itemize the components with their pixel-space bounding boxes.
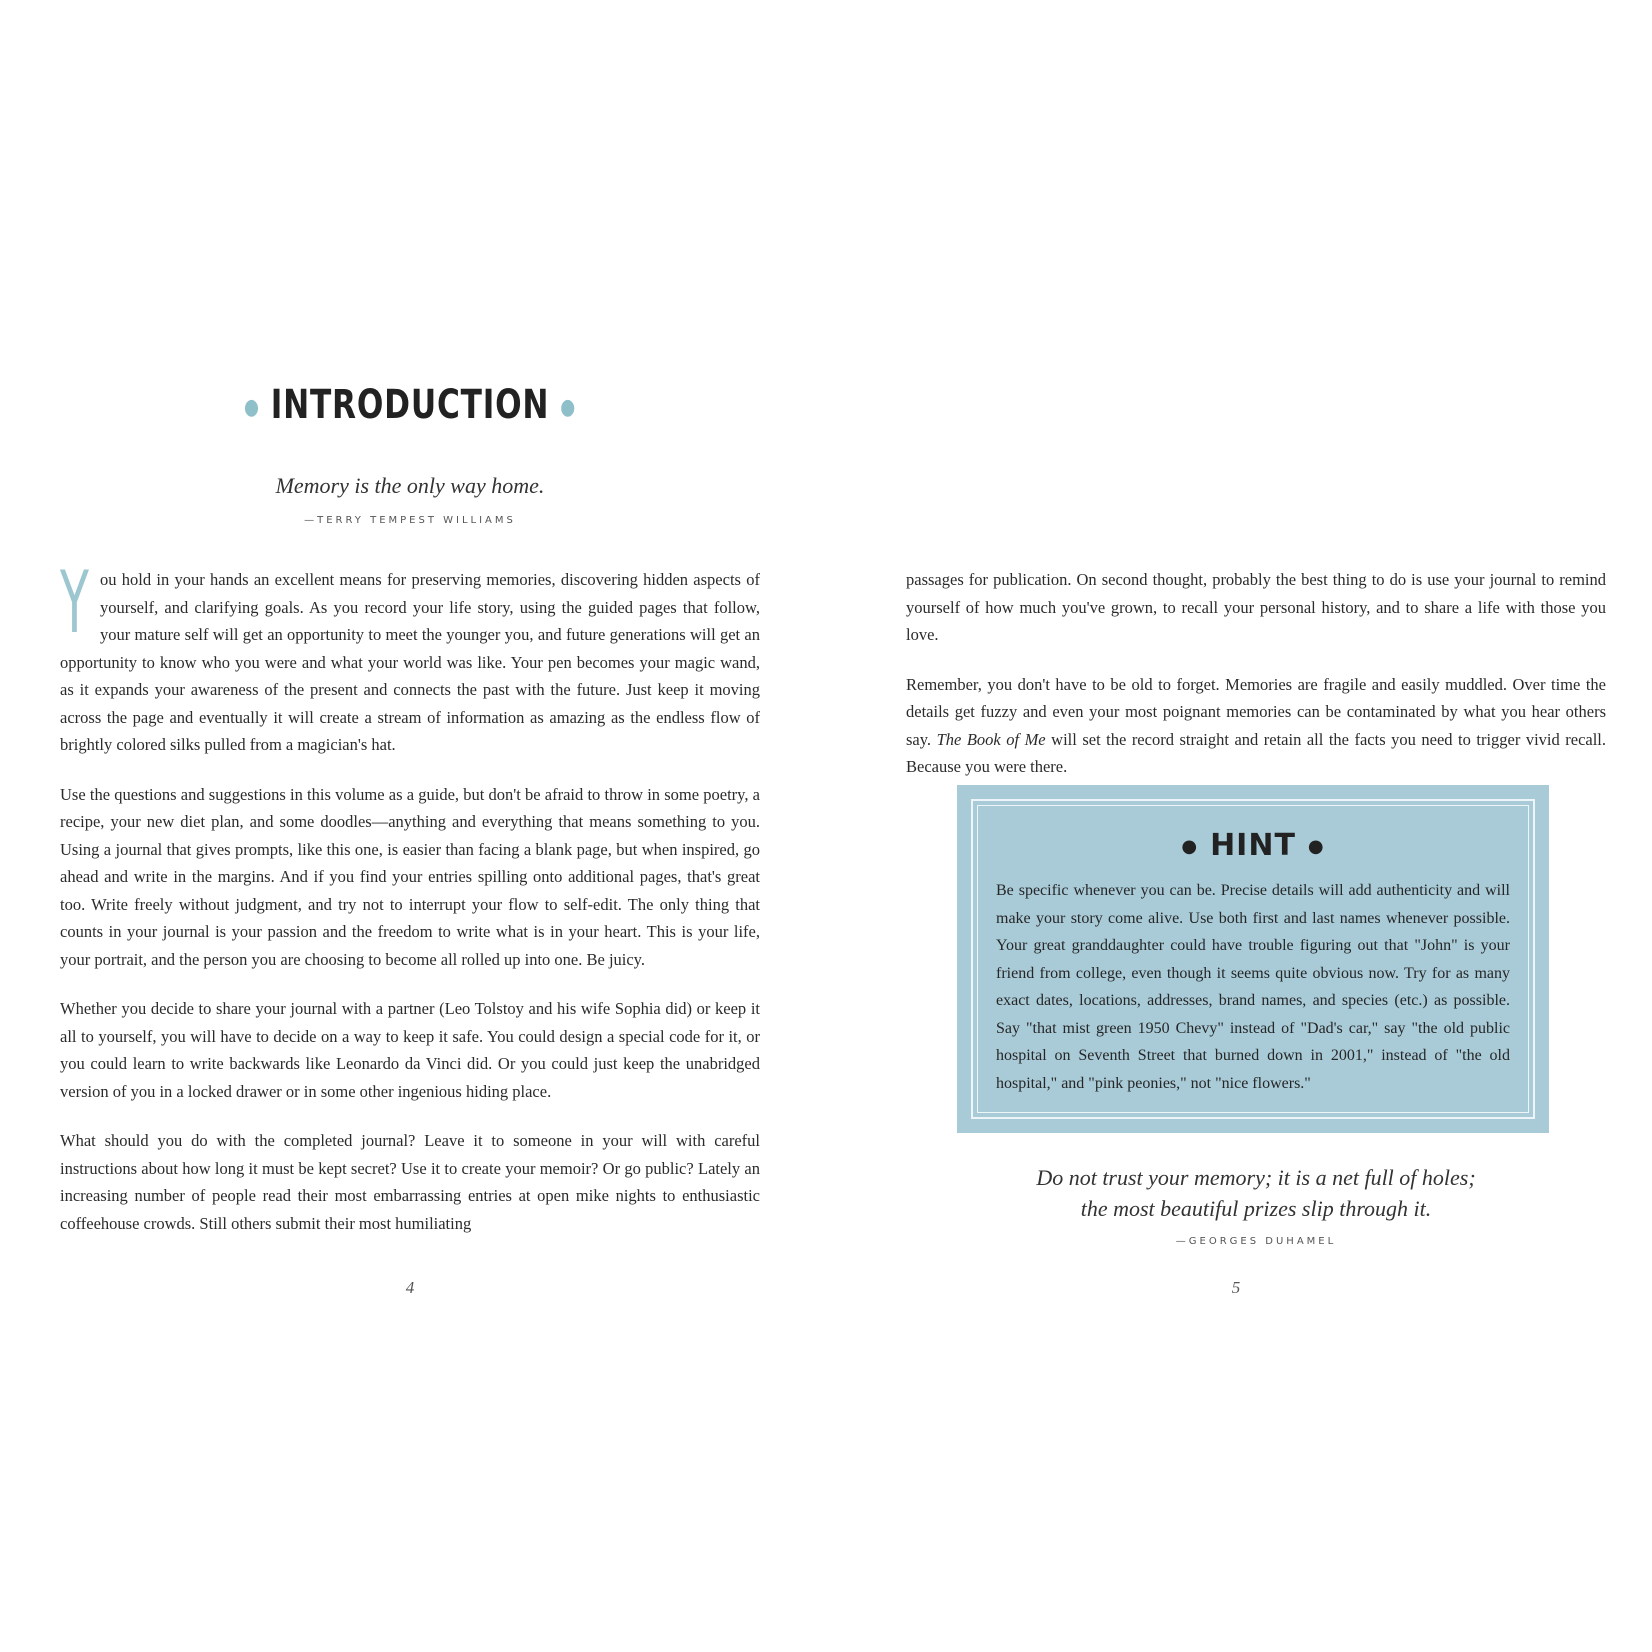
drop-cap: Y (60, 553, 89, 653)
epigraph-quote: Memory is the only way home. (275, 473, 545, 498)
paragraph: What should you do with the completed journal? Leave it to someone in your will with careful instructions about how long it must be kept secret? Use it to create your memoir? Or go public? Lately an increasing number of people read their most embarrassing entries at open mike nights to enthusiastic coffeehouse crowds. Still others submit their most humiliating (60, 1131, 760, 1233)
chapter-heading (137, 382, 683, 428)
book-title: The Book of Me (936, 729, 1046, 749)
paragraph: Use the questions and suggestions in this volume as a guide, but don't be afraid to throw in some poetry, a recipe, your new diet plan, and some doodles—anything and everything that means something to you. Using a journal that gives prompts, like this one, is easier than facing a blank page, but when inspired, go ahead and write in the margins. And if you find your entries spilling onto additional pages, that's great too. Write freely without judgment, and try not to interrupt your flow to self-edit. The only thing that counts in your journal is your passion and the freedom to write what is in your heart. This is your life, your portrait, and the person you are choosing to become all rolled up into one. Be juicy. (60, 784, 760, 969)
bullet-dot-icon: ● (1307, 836, 1325, 857)
epigraph-line: Do not trust your memory; it is a net full of holes; (1036, 1165, 1476, 1190)
paragraph: Remember, you don't have to be old to forget. Memories are fragile and easily muddled. Over time the details get fuzzy and even your most poignant memories can be contaminated by what you hear others say. The Book of Me will set the record straight and retain all the facts you need to trigger vivid recall. Because you were there. (906, 674, 1607, 776)
intro-body (60, 553, 760, 1259)
paragraph: Whether you decide to share your journal with a partner (Leo Tolstoy and his wife Sophia did) or keep it all to yourself, you will have to decide on a way to keep it safe. You could design a special code for it, or you could learn to write backwards like Leonardo da Vinci did. Or you could just keep the unabridged version of you in a locked drawer or in some other ingenious hiding place. (60, 999, 760, 1101)
epigraph-line: the most beautiful prizes slip through it. (1080, 1196, 1432, 1221)
hint-heading (996, 828, 1510, 863)
page-number: 4 (405, 1278, 415, 1297)
epigraph-attribution: —GEORGES DUHAMEL (1175, 1236, 1337, 1247)
hint-title: HINT (1210, 828, 1296, 863)
epigraph-attribution: —TERRY TEMPEST WILLIAMS (304, 515, 516, 526)
hint-box (957, 785, 1549, 1133)
bullet-dot-icon: ● (1181, 836, 1199, 857)
bullet-dot-icon: ● (244, 394, 260, 420)
chapter-title: INTRODUCTION (270, 382, 550, 428)
paragraph: passages for publication. On second thought, probably the best thing to do is use your journal to remind yourself of how much you've grown, to recall your personal history, and to share a life with those you love. (906, 570, 1606, 644)
continued-body (906, 566, 1606, 803)
paragraph: You hold in your hands an excellent means for preserving memories, discovering hidden aspects of yourself, and clarifying goals. As you record your life story, using the guided pages that follow, your mature self will get an opportunity to meet the younger you, and future generations will get an opportunity to know who you were and what your world was like. Your pen becomes your magic wand, as it expands your awareness of the present and connects the past with the future. Just keep it moving across the page and eventually it will create a stream of information as amazing as the endless flow of brightly colored silks pulled from a magician's hat. (60, 553, 760, 754)
epigraph-quote (886, 1162, 1626, 1224)
bullet-dot-icon: ● (560, 394, 576, 420)
page-number: 5 (1231, 1278, 1241, 1297)
hint-text: Be specific whenever you can be. Precise details will add authenticity and will make your story come alive. Use both first and last names whenever possible. Your great granddaughter could have trouble figuring out that "John" is your friend from college, even though it seems quite obvious now. Try for as many exact dates, locations, addresses, brand names, and species (etc.) as possible. Say "that mist green 1950 Chevy" instead of "Dad's car," say "the old public hospital on Seventh Street that burned down in 2001," instead of "the old hospital," and "pink peonies," not "nice flowers." (996, 882, 1510, 1092)
